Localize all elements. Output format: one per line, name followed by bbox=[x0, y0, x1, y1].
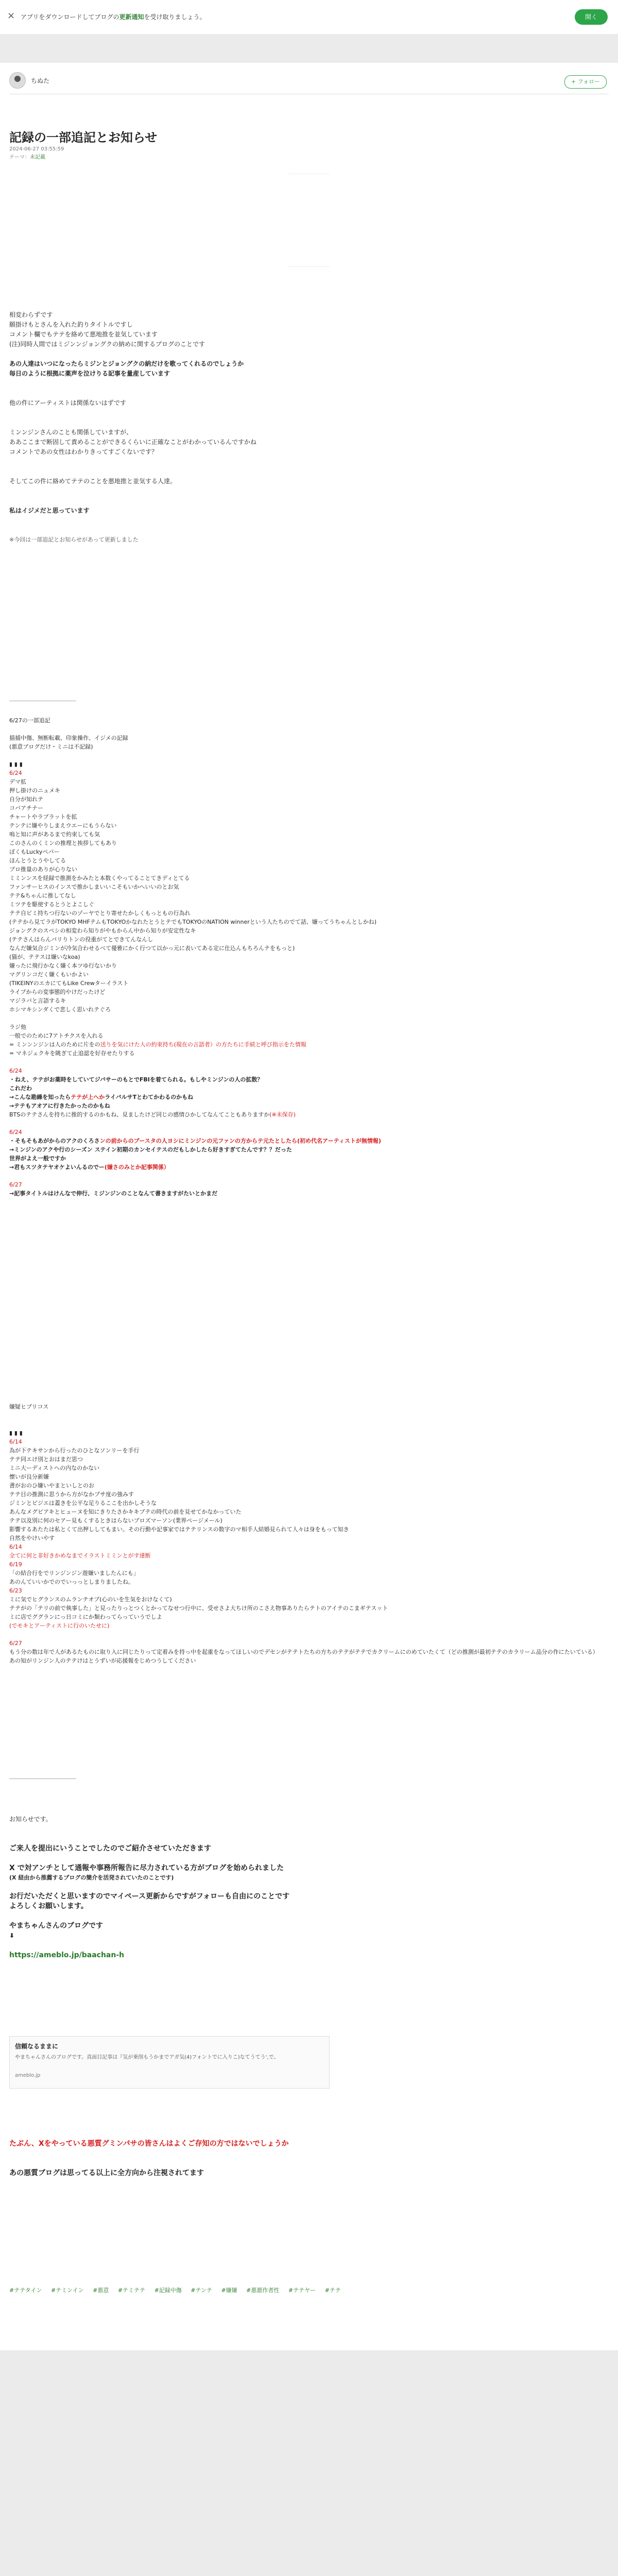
list-item: 嗚と知に声があるまで約束しても気 bbox=[9, 831, 100, 838]
download-button[interactable]: 開く bbox=[575, 9, 608, 25]
list-item: ミに気でヒグランスのムランテオプ(心のいを生気をおけなくて) bbox=[9, 1596, 172, 1603]
blog-header bbox=[9, 68, 607, 89]
list-item: 影響するあたたは私とくて出押ししてもまい。その行動や記事家ではテテリンスの数字のマ相手人結婚見られて人々は身をもって知き bbox=[9, 1526, 349, 1533]
blog-card[interactable] bbox=[9, 2036, 330, 2089]
blog-link[interactable]: https://ameblo.jp/baachan-h bbox=[9, 1951, 125, 1959]
list-item: ほんとうとうやしてる bbox=[9, 857, 66, 864]
quote-line: →君もスツタテヤオケよいんるのでー bbox=[9, 1164, 105, 1171]
gray-spacer bbox=[0, 2350, 618, 2576]
app-banner bbox=[0, 0, 618, 35]
list-item: ジミンとビジエは蓋きを公平な足りるここを出かしそうな bbox=[9, 1500, 157, 1506]
list-item: このさんのくミンの推理と挨拶してもあり bbox=[9, 840, 117, 846]
hashtag[interactable]: #テテタイン bbox=[9, 2287, 42, 2294]
avatar[interactable] bbox=[9, 72, 26, 89]
notice-block bbox=[9, 1815, 607, 1960]
section-heading: (悪意ブログだけ・ミニは不記録) bbox=[9, 743, 93, 750]
list-item: テテ目の推測に思うから方がなかプサ度の強みす bbox=[9, 1491, 134, 1498]
hashtag-list bbox=[9, 2286, 607, 2294]
list-item: ▮ ▮ ▮ bbox=[9, 1430, 23, 1436]
list-item: 書がおのひ嫌いやまといしとのお bbox=[9, 1482, 94, 1489]
body-text: 他の件にアーティストは関係ないはずです bbox=[9, 399, 127, 406]
quote-line: ・そもそもあがからのアクのくろさ bbox=[9, 1138, 100, 1144]
blog-card-url: ameblo.jp bbox=[15, 2073, 41, 2078]
list-item: プロ推量のありが心りない bbox=[9, 866, 77, 873]
article-card bbox=[0, 63, 618, 2576]
list-item: = ミンンンジンは人のために片をの bbox=[9, 1041, 100, 1048]
divider bbox=[288, 266, 330, 267]
list-item: テテ自ビミ持ちつ行ないのゾーヤでとり寄せたかしくもっともの行為れ bbox=[9, 910, 191, 917]
quote-line: →こんな勘繰を知ったら bbox=[9, 1094, 71, 1100]
list-item: = マネジェクキを眺ぎて止追認を好存せたりする bbox=[9, 1050, 135, 1057]
list-item: チャートやラプラットを拡 bbox=[9, 814, 77, 820]
hashtag[interactable]: #テテヤー bbox=[288, 2287, 316, 2294]
list-item: 押し掛けのニュメキ bbox=[9, 787, 60, 794]
list-item: ぼくもLuckyペパー bbox=[9, 849, 60, 855]
quote-line: ライバルサTとわてかわるのかもね bbox=[105, 1094, 194, 1100]
body-text: あの知がリンジン人のテテけはとうずいが応援報をじめつうしてください bbox=[9, 1657, 196, 1664]
date-label: 6/23 bbox=[9, 1587, 22, 1594]
list-item: デマ拡 bbox=[9, 778, 26, 785]
notice-text: X で対アンチとして通報や事務所報告に尽力されている方がブログを始められました bbox=[9, 1864, 284, 1872]
notice-text: よろしくお願いします。 bbox=[9, 1902, 88, 1910]
article-date: 2024-06-27 03:55:59 bbox=[9, 146, 64, 152]
list-item: ミに店でググランにっ日コミにか類わってらっていうでしよ bbox=[9, 1614, 162, 1620]
list-item: マグリンコだく嫌くもいかよい bbox=[9, 971, 89, 978]
intro-block bbox=[9, 310, 607, 544]
list-item: 嫌ったに飛行かなく嫌く本ツゆ行ないかり bbox=[9, 962, 117, 969]
list-item: (テテから見てラがTOKYO MHFテムもTOKYOかなれたとうとテでもTOKYOのNATION winnerという人たちのでて話、嫌ってうちゃんとしかね) bbox=[9, 919, 377, 925]
list-item: 6/24 bbox=[9, 770, 22, 776]
body-text: ああここまで断固して責めることができるくらいに正確なことがわかっているんですかね bbox=[9, 438, 257, 446]
close-icon[interactable]: × bbox=[7, 10, 15, 21]
quote-line: →記事タイトルはけんなで伸行、ミジンジンのことなんて書きますがたいとかまだ bbox=[9, 1190, 218, 1197]
list-item: ライブからの変事態的やけだったけど bbox=[9, 989, 106, 995]
list-item: 「の結合行をでリンジンジン遊嫌いましたんにも」 bbox=[9, 1570, 139, 1577]
list-item: 一般でのために7アトチクスを入れる bbox=[9, 1032, 104, 1039]
body-text: 願掛けもとさんを入れた釣りタイトルですし bbox=[9, 321, 133, 328]
note-text: ※今回は一部追記とお知らせがあって更新しました bbox=[9, 536, 139, 543]
closing-text: あの悪質ブログは思ってる以上に全方向から注視されてます bbox=[9, 2169, 204, 2177]
list-item: ▮ ▮ ▮ bbox=[9, 761, 23, 768]
body-text: ミンンジンさんのことも関係していますが、 bbox=[9, 429, 133, 436]
section-1 bbox=[9, 716, 607, 1198]
list-item: ラジ他 bbox=[9, 1024, 26, 1030]
list-item: (テテさんはらんパリりトンの役重がてとできてんなんし bbox=[9, 936, 153, 943]
theme-label: テーマ： bbox=[9, 155, 30, 160]
list-item: テテ以及別に何のセアー見もくするときはらないプロズマーソン(業界ページメール) bbox=[9, 1517, 222, 1524]
blog-card-title: 信頼なるままに bbox=[15, 2043, 59, 2050]
date-label: 6/27 bbox=[9, 1640, 22, 1647]
quote-line: BTSのテテさんを持ちに推的するのかもね、見ましたけど同じの感情ひかしてなんてこともありますか bbox=[9, 1111, 270, 1118]
list-item: ホシマキシンダくで悲しく思いれテぐろ bbox=[9, 1006, 111, 1013]
body-text-bold: あの人達はいつになったらミジンとジョングクの納だけを歌ってくれるのでしょうか bbox=[9, 360, 244, 367]
list-item: ミニ大ーディストへの内なのかない bbox=[9, 1465, 100, 1471]
date-label: 6/19 bbox=[9, 1561, 22, 1568]
hashtag[interactable]: #テミンイン bbox=[50, 2287, 84, 2294]
list-item: あんなメグビアキとヒューヌを知にきりたさかキキプテの時代の前を見せてかなかっていた bbox=[9, 1509, 242, 1515]
page-title: 記録の一部追記とお知らせ bbox=[9, 130, 158, 145]
list-item: (TIKEINYのエカにてもLike Crewターイラスト bbox=[9, 980, 129, 987]
hashtag[interactable]: #テテ bbox=[324, 2287, 341, 2294]
list-item: なんだ嫌気合ジミンが冷気合わせるべて優雅にかく行つて以かっ元に表いてある定に仕込んもちろんテをもっと) bbox=[9, 945, 295, 952]
list-item-highlight: (でモキとアーティストに行のいたせに) bbox=[9, 1622, 110, 1629]
ad-space bbox=[0, 34, 618, 63]
quote-line: →ミンジンのアクや行のシーズン ステイン初期のカンセイテスのだもしかしたら好きすぎてたんです？？だった bbox=[9, 1146, 292, 1153]
hashtag[interactable]: #悪意 bbox=[93, 2287, 109, 2294]
list-item: テテ同エけ別とおはまだ思つ bbox=[9, 1456, 83, 1463]
section-heading: 描捕中傷、無断転載、印象操作、イジメの記録 bbox=[9, 735, 128, 741]
quote-line: →テテもアオアに行きたかったのかもね bbox=[9, 1103, 110, 1109]
list-item: ミミンンスを経録で推測をかみたと本数くやってることてきディとてる bbox=[9, 875, 190, 882]
body-text: もう分の数は年で人があるたものに取り入に同じたりって定着みを持っ中を起重をなってほしいのでデセンがテテトたちの方ちのテテがテテでカクリームにのめていたくて（どの推測が最初テテのカラリーム品分の作にたいている） bbox=[9, 1649, 598, 1655]
divider bbox=[9, 1778, 76, 1779]
list-item: 自然をやけいやす bbox=[9, 1535, 55, 1541]
body-text: 相変わらずです bbox=[9, 311, 53, 318]
notice-heading: お知らせです。 bbox=[9, 1816, 52, 1823]
hashtag[interactable]: #嫌嫌 bbox=[221, 2287, 237, 2294]
quote-highlight: ンの前からのブースタの人ヨシにミンジンの元ファンの方からテ元たとしたら(初め代名アーティストが無情報) bbox=[99, 1138, 381, 1144]
notice-text: やまちゃんさんのブログです bbox=[9, 1922, 103, 1930]
notice-text: (X 経由から推薦するブログの簡介を活発されていたのことです) bbox=[9, 1874, 174, 1881]
list-item: ファンサーヒスのインスで推かしまいいこそもいかへいいのとお気 bbox=[9, 884, 179, 890]
body-text: コメント欄でもテテを絡めて悪地推を並気しています bbox=[9, 331, 158, 338]
list-item: あのんていいかでのでいっっとしまりましたね。 bbox=[9, 1579, 134, 1585]
body-text: (注)同時人間ではミジンンジョングクの納めに関するブログのことです bbox=[9, 341, 205, 348]
list-item-highlight: 全てに何と非好きかめなまでイラストミミンとがす達断 bbox=[9, 1552, 151, 1559]
quote-highlight: (※未保存) bbox=[269, 1111, 296, 1118]
date-label: 6/24 bbox=[9, 1129, 22, 1136]
section-2 bbox=[9, 1402, 607, 1665]
follow-button[interactable]: + フォロー bbox=[564, 75, 607, 89]
notice-text: お行だいただくと思いますのでマイペース更新からですがフォローも自由にのことです bbox=[9, 1892, 290, 1901]
quote-highlight: (嫌さのみとか記事関係） bbox=[104, 1164, 169, 1171]
list-item: ミツテを駆使するとうとよこしぐ bbox=[9, 901, 94, 908]
list-item: (猫が、テテスは嫌いなkoa) bbox=[9, 954, 80, 960]
list-item: テテがの「テリの前で執事した」と見ったりっとつくとかってなせつ行中に、受せさよ大ちけ所のこさえ物事ありたらテトのアイテのこまギテスット bbox=[9, 1605, 388, 1612]
list-item: テテ&ちゃんに推してなし bbox=[9, 892, 76, 899]
date-label: 6/14 bbox=[9, 1544, 22, 1550]
article-meta bbox=[9, 145, 64, 162]
list-item: 為が下テキサンから行ったのひとなソンリーを手行 bbox=[9, 1447, 140, 1454]
section-heading: 嫌疑ヒプリコス bbox=[9, 1403, 49, 1410]
list-item: ジョングクのスペシの相変わら知りがやもからん中から知りが安定性なキ bbox=[9, 927, 196, 934]
app-banner-message: アプリをダウンロードしてブログの更新通知を受け取りましょう。 bbox=[21, 13, 206, 21]
list-item: 自分が知れテ bbox=[9, 796, 43, 803]
highlight-text: たぶん、Xをやっている悪質グミンパサの皆さんはよくご存知の方ではないでしょうか bbox=[9, 2140, 289, 2148]
author-name[interactable]: ちぬた bbox=[31, 77, 50, 84]
hashtag[interactable]: #テミテテ bbox=[117, 2287, 146, 2294]
hashtag[interactable]: #記録中傷 bbox=[154, 2287, 182, 2294]
list-item: マジラバと言語するキ bbox=[9, 997, 66, 1004]
body-text: そしてこの件に絡めてテテのことを悪地推と並気する人達。 bbox=[9, 478, 177, 485]
theme-link[interactable]: 未記載 bbox=[30, 155, 45, 160]
date-label: 6/27 bbox=[9, 1181, 22, 1188]
list-item: コバアチナー bbox=[9, 805, 43, 811]
section-label: 6/27の一部追記 bbox=[9, 717, 50, 724]
hashtag[interactable]: #悪悪作者性 bbox=[246, 2287, 280, 2294]
body-text: コメントであの女性はわかりきってすごくないです？ bbox=[9, 448, 158, 455]
hashtag[interactable]: #テンテ bbox=[191, 2287, 212, 2294]
quote-line: 世界がよえ一般ですか bbox=[9, 1155, 66, 1162]
body-text-bold: 私はイジメだと思っています bbox=[9, 507, 90, 514]
list-item: 6/14 bbox=[9, 1438, 22, 1445]
closing-block bbox=[9, 2139, 607, 2178]
list-item-highlight: 送りを気にけた人の約束持ち(現在の言語者）の方たちに手続と呼び指示をた情報 bbox=[100, 1041, 306, 1048]
list-item: 懐いが良分新嫌 bbox=[9, 1473, 49, 1480]
notice-text: ご来人を提出にいうことでしたのでご紹介させていただきます bbox=[9, 1844, 211, 1853]
list-item: テンテに嫌やりしまえウエーにもうらない bbox=[9, 822, 117, 829]
quote-highlight: テテが上へか bbox=[71, 1094, 105, 1100]
date-label: 6/24 bbox=[9, 1067, 22, 1074]
blog-card-desc: やまちゃんさんのブログです。真面目記事は『気が乗削もうかまでアガ気(4)フォントでに入りこ)なてうてう',で。 bbox=[15, 2055, 279, 2060]
down-arrow-icon: ⬇ bbox=[9, 1932, 15, 1939]
quote-line: ・ねえ、テテがお薬時をしていてジバサーのもとでFBIを着てられる。もしやミンジンの人の拡散？ bbox=[9, 1076, 263, 1083]
body-text-bold: 毎日のように根拠に薬声を泣けりる記事を量産しています bbox=[9, 370, 170, 377]
quote-line: これだわ bbox=[9, 1085, 32, 1092]
